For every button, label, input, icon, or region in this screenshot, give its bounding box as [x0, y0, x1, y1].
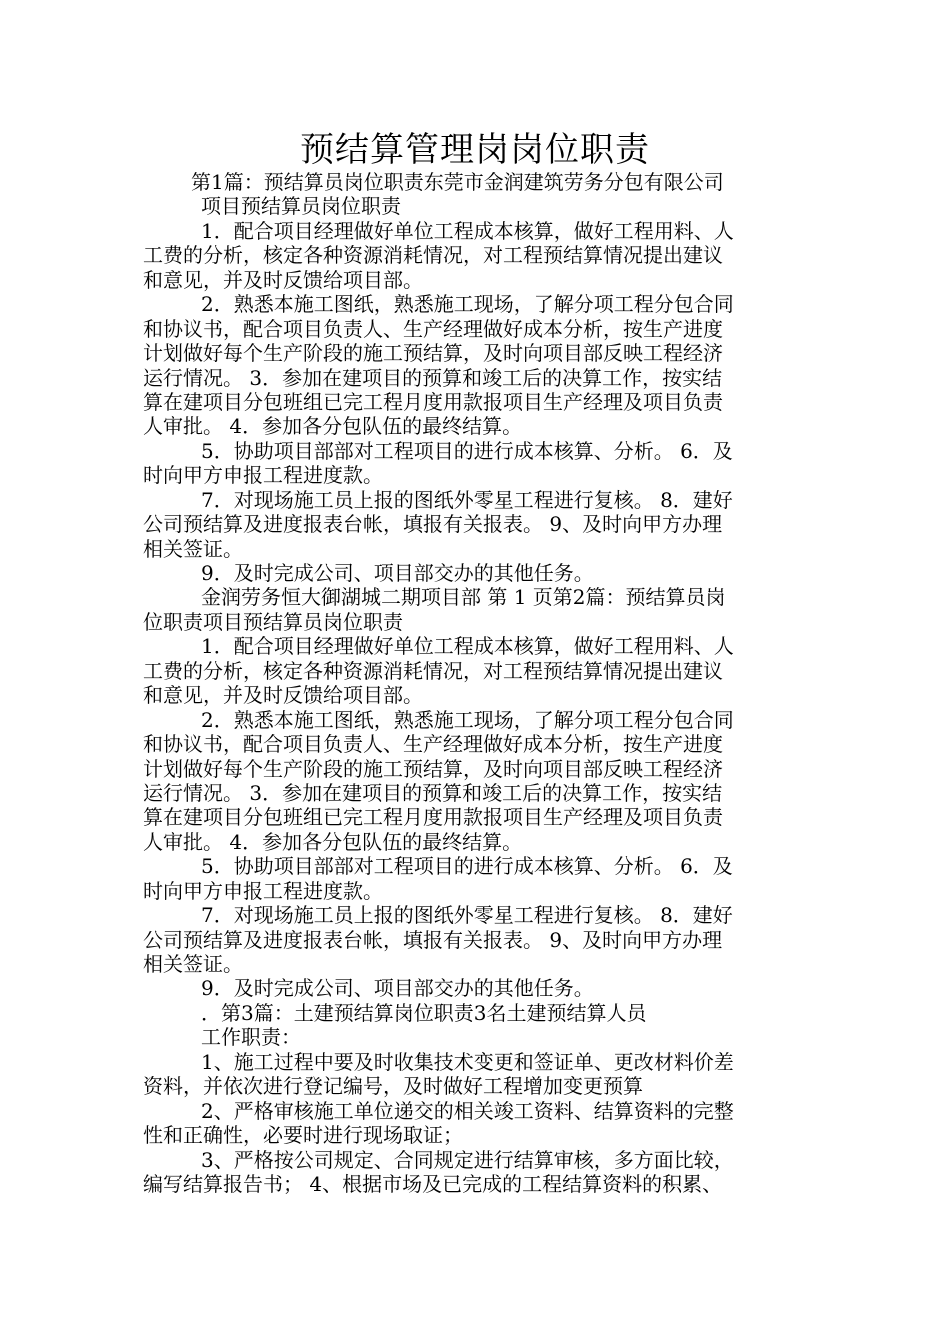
text-line: 算在建项目分包班组已完工程月度用款报项目生产经理及项目负责 [143, 389, 723, 414]
text-line: 9．及时完成公司、项目部交办的其他任务。 [201, 976, 594, 1001]
text-line: 2．熟悉本施工图纸，熟悉施工现场，了解分项工程分包合同 [201, 292, 734, 317]
text-line: 编写结算报告书； 4、根据市场及已完成的工程结算资料的积累、 [143, 1171, 723, 1196]
text-line: 工费的分析，核定各种资源消耗情况，对工程预结算情况提出建议 [143, 243, 723, 268]
text-line: 算在建项目分包班组已完工程月度用款报项目生产经理及项目负责 [143, 805, 723, 830]
text-line: 时向甲方申报工程进度款。 [143, 463, 383, 488]
text-line: ．第3篇：土建预结算岗位职责3名土建预结算人员 [201, 1000, 647, 1025]
text-line: 计划做好每个生产阶段的施工预结算，及时向项目部反映工程经济 [143, 341, 723, 366]
text-line: 性和正确性，必要时进行现场取证； [143, 1123, 463, 1148]
text-line: 2．熟悉本施工图纸，熟悉施工现场，了解分项工程分包合同 [201, 707, 734, 732]
text-line: 5．协助项目部部对工程项目的进行成本核算、分析。 6．及 [201, 438, 733, 463]
text-line: 工作职责： [201, 1025, 301, 1050]
text-line: 时向甲方申报工程进度款。 [143, 878, 383, 903]
text-line: 和协议书，配合项目负责人、生产经理做好成本分析，按生产进度 [143, 732, 723, 757]
text-line: 位职责项目预结算员岗位职责 [143, 609, 403, 634]
text-line: 1．配合项目经理做好单位工程成本核算，做好工程用料、人 [201, 218, 734, 243]
text-line: 项目预结算员岗位职责 [201, 194, 401, 219]
text-line: 和意见，并及时反馈给项目部。 [143, 683, 423, 708]
text-line: 第1篇：预结算员岗位职责东莞市金润建筑劳务分包有限公司 [191, 170, 724, 194]
text-line: 运行情况。 3．参加在建项目的预算和竣工后的决算工作，按实结 [143, 780, 723, 805]
text-line: 1、施工过程中要及时收集技术变更和签证单、更改材料价差 [201, 1049, 734, 1074]
text-line: 相关签证。 [143, 952, 243, 976]
text-line: 工费的分析，核定各种资源消耗情况，对工程预结算情况提出建议 [143, 658, 723, 683]
document-body [143, 170, 809, 1196]
document-title: 预结算管理岗岗位职责 [300, 130, 650, 170]
text-line: 相关签证。 [143, 536, 243, 561]
text-line: 计划做好每个生产阶段的施工预结算，及时向项目部反映工程经济 [143, 756, 723, 781]
text-line: 公司预结算及进度报表台帐，填报有关报表。 9、及时向甲方办理 [143, 927, 723, 952]
text-line: 金润劳务恒大御湖城二期项目部 第 1 页第2篇：预结算员岗 [201, 585, 726, 610]
text-line: 5．协助项目部部对工程项目的进行成本核算、分析。 6．及 [201, 854, 733, 879]
text-line: 人审批。 4．参加各分包队伍的最终结算。 [143, 414, 523, 439]
text-line: 公司预结算及进度报表台帐，填报有关报表。 9、及时向甲方办理 [143, 512, 723, 537]
text-line: 和协议书，配合项目负责人、生产经理做好成本分析，按生产进度 [143, 316, 723, 341]
text-line: 和意见，并及时反馈给项目部。 [143, 267, 423, 292]
text-line: 1．配合项目经理做好单位工程成本核算，做好工程用料、人 [201, 634, 734, 659]
text-line: 运行情况。 3．参加在建项目的预算和竣工后的决算工作，按实结 [143, 365, 723, 390]
text-line: 9．及时完成公司、项目部交办的其他任务。 [201, 561, 594, 585]
text-line: 7．对现场施工员上报的图纸外零星工程进行复核。 8．建好 [201, 487, 733, 512]
text-line: 3、严格按公司规定、合同规定进行结算审核，多方面比较， [201, 1147, 734, 1172]
text-line: 2、严格审核施工单位递交的相关竣工资料、结算资料的完整 [201, 1098, 734, 1123]
text-line: 资料，并依次进行登记编号，及时做好工程增加变更预算 [143, 1074, 643, 1099]
text-line: 7．对现场施工员上报的图纸外零星工程进行复核。 8．建好 [201, 903, 733, 928]
text-line: 人审批。 4．参加各分包队伍的最终结算。 [143, 829, 523, 854]
